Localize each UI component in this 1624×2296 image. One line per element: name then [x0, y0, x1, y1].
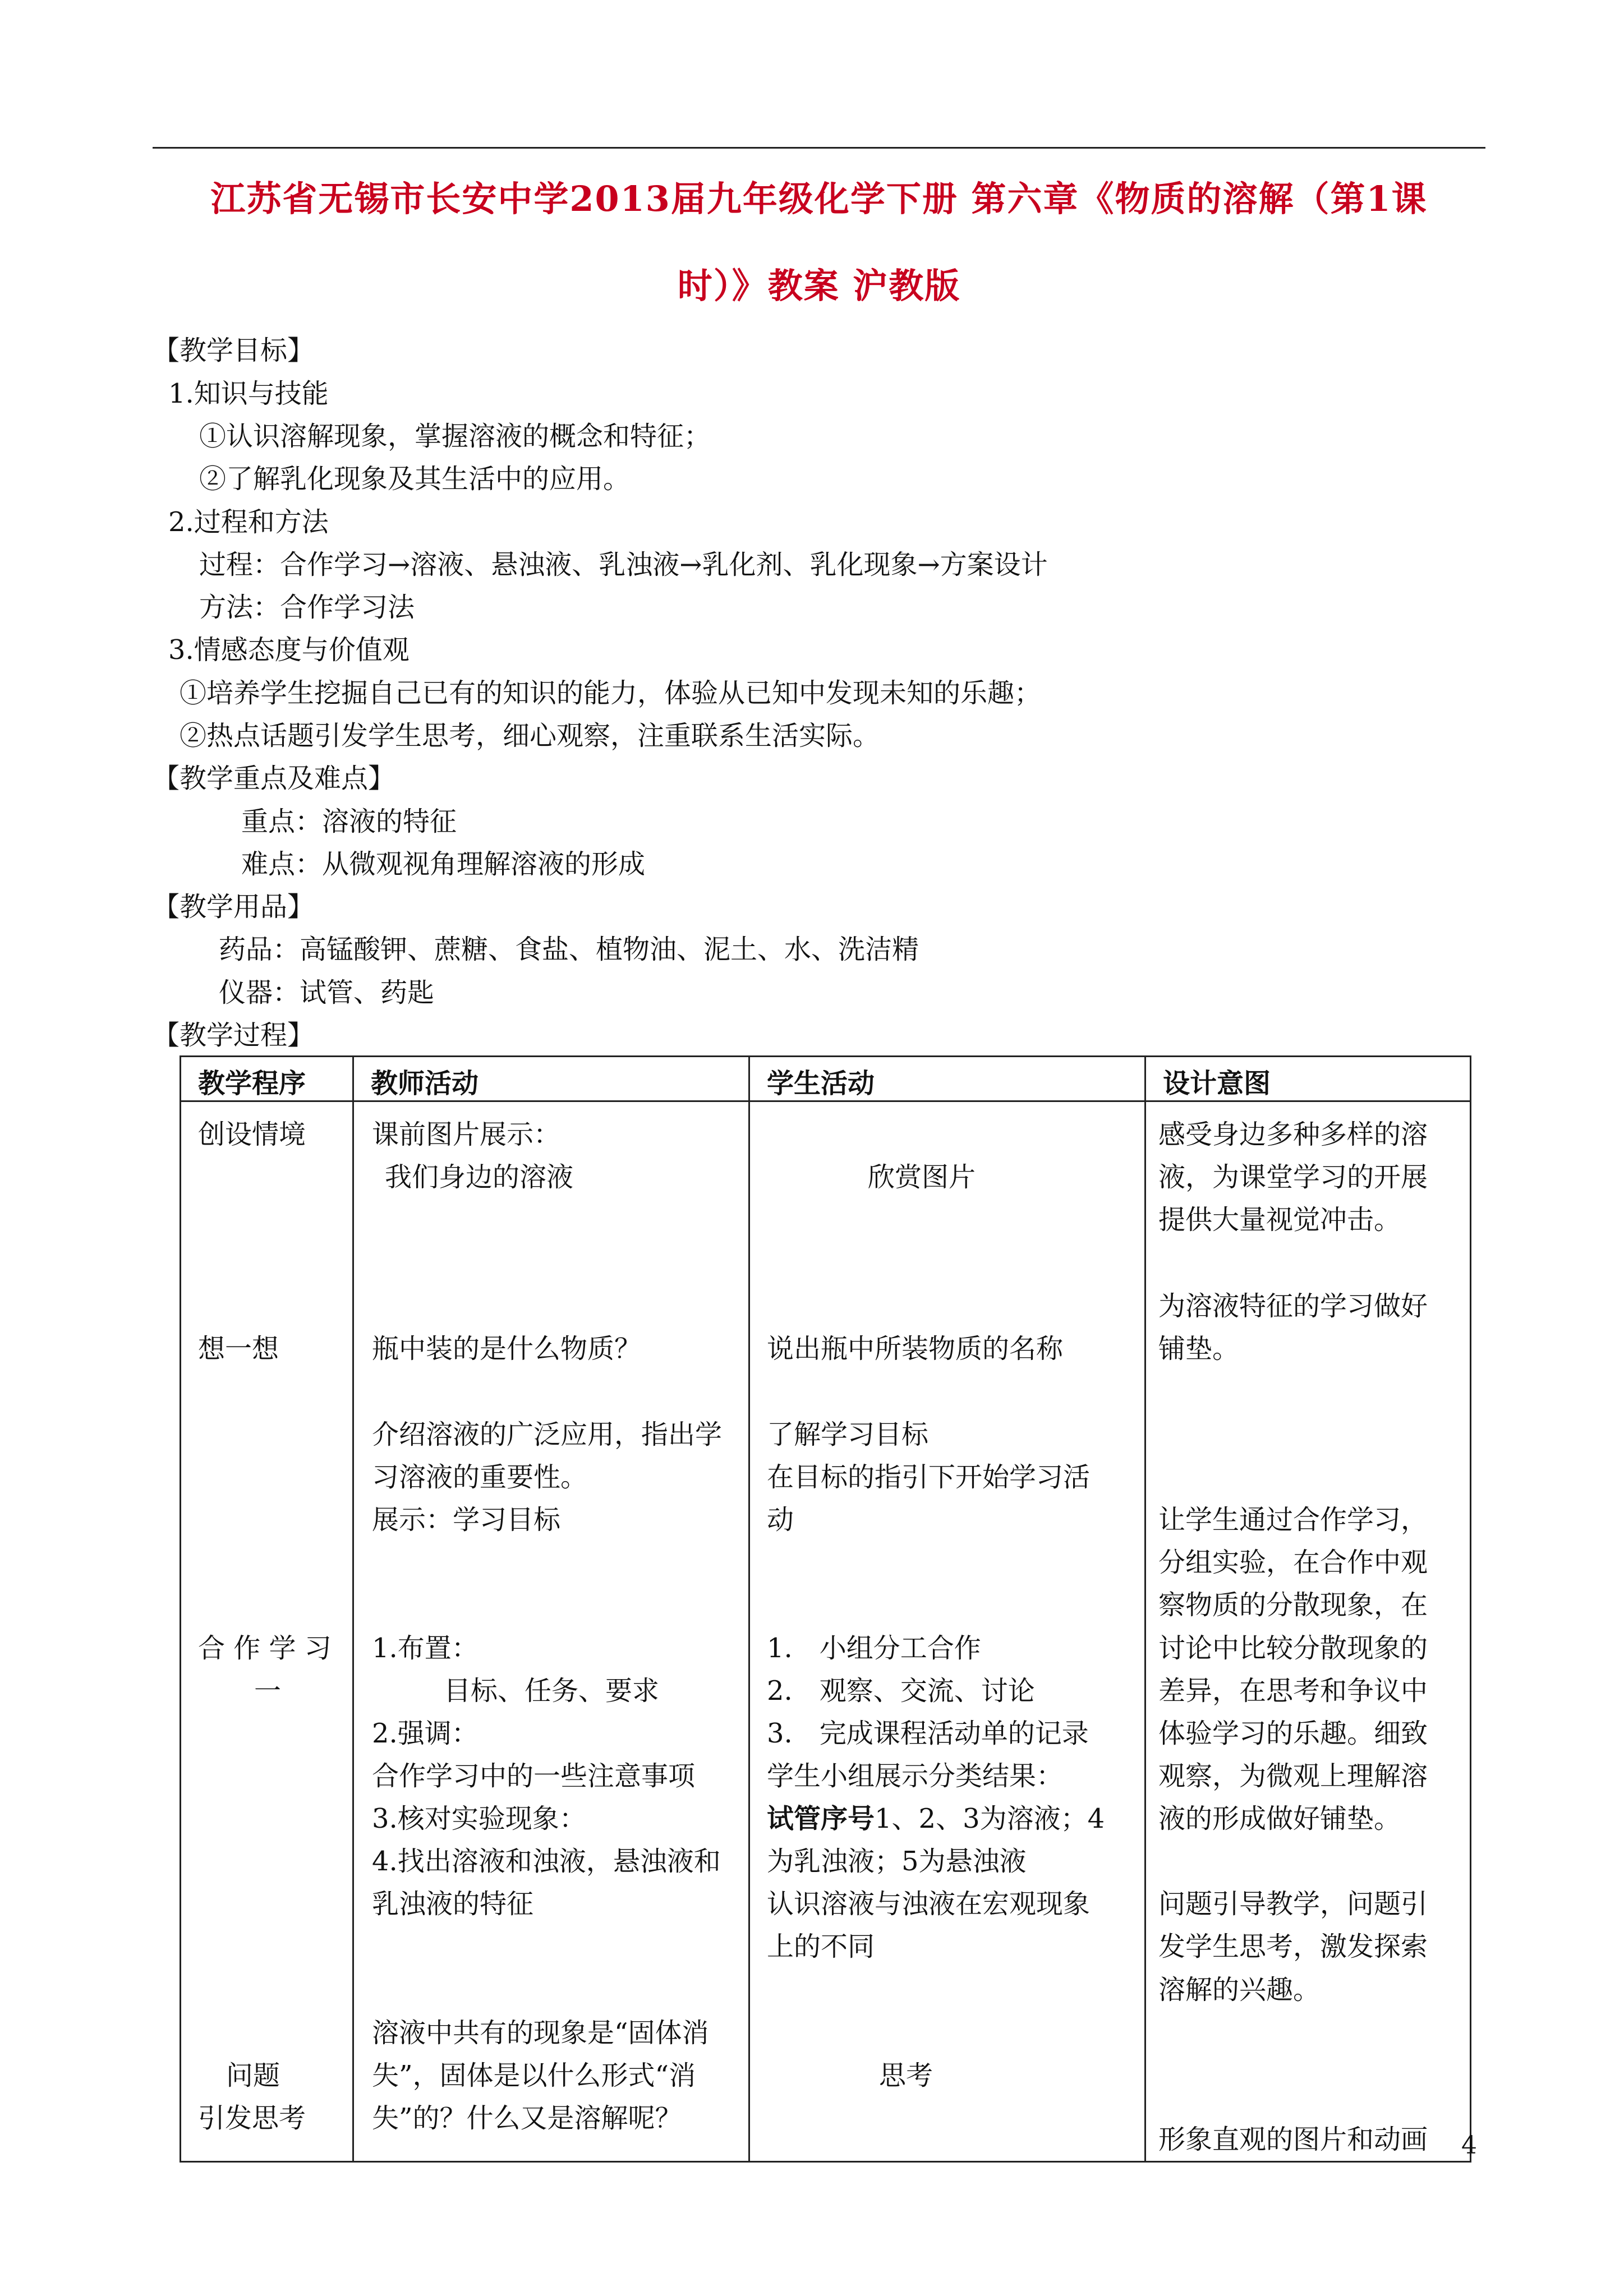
- teacher-activity-cell: [353, 1101, 749, 2162]
- student-d8: 上的不同: [767, 1931, 875, 1962]
- student-d4: 学生小组展示分类结果：: [767, 1760, 1064, 1792]
- teacher-d7: 乳浊液的特征: [372, 1888, 534, 1920]
- student-d6: 为乳浊液；5为悬浊液: [767, 1846, 1027, 1877]
- teacher-b1: 瓶中装的是什么物质？: [372, 1333, 642, 1364]
- procedure-question: 问题: [226, 2060, 280, 2091]
- procedure-cooperative-learning-one: 一: [254, 1675, 282, 1707]
- intent-c6: 体验学习的乐趣。细致: [1158, 1718, 1428, 1749]
- student-c3: 动: [767, 1504, 794, 1536]
- student-a1: 欣赏图片: [868, 1161, 976, 1193]
- teacher-c1: 介绍溶液的广泛应用，指出学: [372, 1419, 723, 1450]
- teacher-e3: 失”的？什么又是溶解呢？: [372, 2103, 682, 2134]
- procedure-cooperative-learning: 合 作 学 习: [198, 1633, 332, 1664]
- intent-c3: 察物质的分散现象，在: [1158, 1589, 1428, 1621]
- section-heading-materials: 【教学用品】: [153, 891, 315, 923]
- teacher-e2: 失”，固体是以什么形式“消: [372, 2060, 696, 2091]
- objective-3b: ②热点话题引发学生思考，细心观察，注重联系生活实际。: [180, 720, 880, 751]
- objective-1-title: 1.知识与技能: [168, 378, 329, 409]
- section-heading-objectives: 【教学目标】: [153, 335, 315, 366]
- student-c1: 了解学习目标: [767, 1419, 929, 1450]
- student-d5-bold: 试管序号: [767, 1803, 875, 1834]
- student-d2: 2. 观察、交流、讨论: [767, 1675, 1035, 1707]
- objective-1b: ②了解乳化现象及其生活中的应用。: [199, 463, 631, 495]
- intent-c2: 分组实验，在合作中观: [1158, 1547, 1428, 1578]
- materials-drugs: 药品：高锰酸钾、蔗糖、食盐、植物油、泥土、水、洗洁精: [219, 934, 919, 965]
- teacher-e1: 溶液中共有的现象是“固体消: [372, 2017, 709, 2049]
- intent-c4: 讨论中比较分散现象的: [1158, 1633, 1428, 1664]
- objective-2-title: 2.过程和方法: [168, 506, 329, 538]
- teacher-a2: 我们身边的溶液: [385, 1161, 574, 1193]
- student-b1: 说出瓶中所装物质的名称: [767, 1333, 1064, 1364]
- objective-1a: ①认识溶解现象，掌握溶液的概念和特征；: [199, 421, 711, 452]
- objective-3a: ①培养学生挖掘自己已有的知识的能力，体验从已知中发现未知的乐趣；: [180, 677, 1042, 709]
- procedure-create-scene: 创设情境: [198, 1119, 306, 1150]
- header-rule: [153, 147, 1485, 149]
- intent-d1: 问题引导教学，问题引: [1158, 1888, 1428, 1920]
- header-cell-student: 学生活动: [749, 1057, 1145, 1101]
- teacher-d1: 1.布置：: [372, 1633, 479, 1664]
- document-title-line-2: 时）》教案 沪教版: [677, 265, 961, 306]
- section-heading-process: 【教学过程】: [153, 1020, 315, 1051]
- objective-2b: 方法：合作学习法: [199, 592, 415, 623]
- intent-c5: 差异，在思考和争议中: [1158, 1675, 1428, 1707]
- header-cell-procedure: 教学程序: [181, 1057, 353, 1101]
- student-d7: 认识溶液与浊液在宏观现象: [767, 1888, 1091, 1920]
- key-point-focus: 重点：溶液的特征: [241, 806, 457, 837]
- procedure-provoke-thinking: 引发思考: [198, 2103, 306, 2134]
- teacher-d2: 目标、任务、要求: [444, 1675, 660, 1707]
- student-c2: 在目标的指引下开始学习活: [767, 1461, 1091, 1493]
- intent-c7: 观察，为微观上理解溶: [1158, 1760, 1428, 1792]
- teaching-process-table: [180, 1055, 1471, 2163]
- table-header-row: [181, 1057, 1471, 1101]
- teacher-c3: 展示：学习目标: [372, 1504, 561, 1536]
- intent-c1: 让学生通过合作学习，: [1158, 1504, 1428, 1536]
- table-row: [181, 1101, 1471, 2162]
- intent-d2: 发学生思考，激发探索: [1158, 1931, 1428, 1962]
- student-d5-rest: 1、2、3为溶液；4: [875, 1803, 1105, 1834]
- student-d3: 3. 完成课程活动单的记录: [767, 1718, 1089, 1749]
- student-d1: 1. 小组分工合作: [767, 1633, 981, 1664]
- header-cell-teacher: 教师活动: [353, 1057, 749, 1101]
- design-intent-cell: [1145, 1101, 1471, 2162]
- procedure-think: 想一想: [198, 1333, 279, 1364]
- intent-c8: 液的形成做好铺垫。: [1158, 1803, 1401, 1834]
- teacher-d4: 合作学习中的一些注意事项: [372, 1760, 696, 1792]
- intent-b2: 铺垫。: [1158, 1333, 1240, 1364]
- intent-a2: 液，为课堂学习的开展: [1158, 1161, 1428, 1193]
- document-title-line-1: 江苏省无锡市长安中学2013届九年级化学下册 第六章《物质的溶解（第1课: [210, 178, 1428, 219]
- student-e1: 思考: [879, 2060, 933, 2091]
- teacher-a1: 课前图片展示：: [372, 1119, 561, 1150]
- page-number: 4: [1461, 2131, 1477, 2160]
- teacher-d3: 2.强调：: [372, 1718, 479, 1749]
- objective-2a: 过程：合作学习→溶液、悬浊液、乳浊液→乳化剂、乳化现象→方案设计: [199, 549, 1048, 580]
- intent-a3: 提供大量视觉冲击。: [1158, 1204, 1401, 1235]
- objective-3-title: 3.情感态度与价值观: [168, 634, 410, 666]
- teacher-c2: 习溶液的重要性。: [372, 1461, 588, 1493]
- student-d5: [767, 1797, 1105, 1840]
- procedure-cell: [181, 1101, 353, 2162]
- teacher-d6: 4.找出溶液和浊液，悬浊液和: [372, 1846, 721, 1877]
- header-cell-intent: 设计意图: [1145, 1057, 1471, 1101]
- key-point-difficulty: 难点：从微观视角理解溶液的形成: [241, 849, 646, 880]
- intent-a1: 感受身边多种多样的溶: [1158, 1119, 1428, 1150]
- section-heading-key-points: 【教学重点及难点】: [153, 763, 395, 794]
- intent-e1: 形象直观的图片和动画: [1158, 2124, 1428, 2155]
- student-activity-cell: [749, 1101, 1145, 2162]
- teacher-d5: 3.核对实验现象：: [372, 1803, 586, 1834]
- intent-d3: 溶解的兴趣。: [1158, 1974, 1321, 2005]
- materials-instruments: 仪器：试管、药匙: [219, 977, 435, 1008]
- intent-b1: 为溶液特征的学习做好: [1158, 1290, 1428, 1322]
